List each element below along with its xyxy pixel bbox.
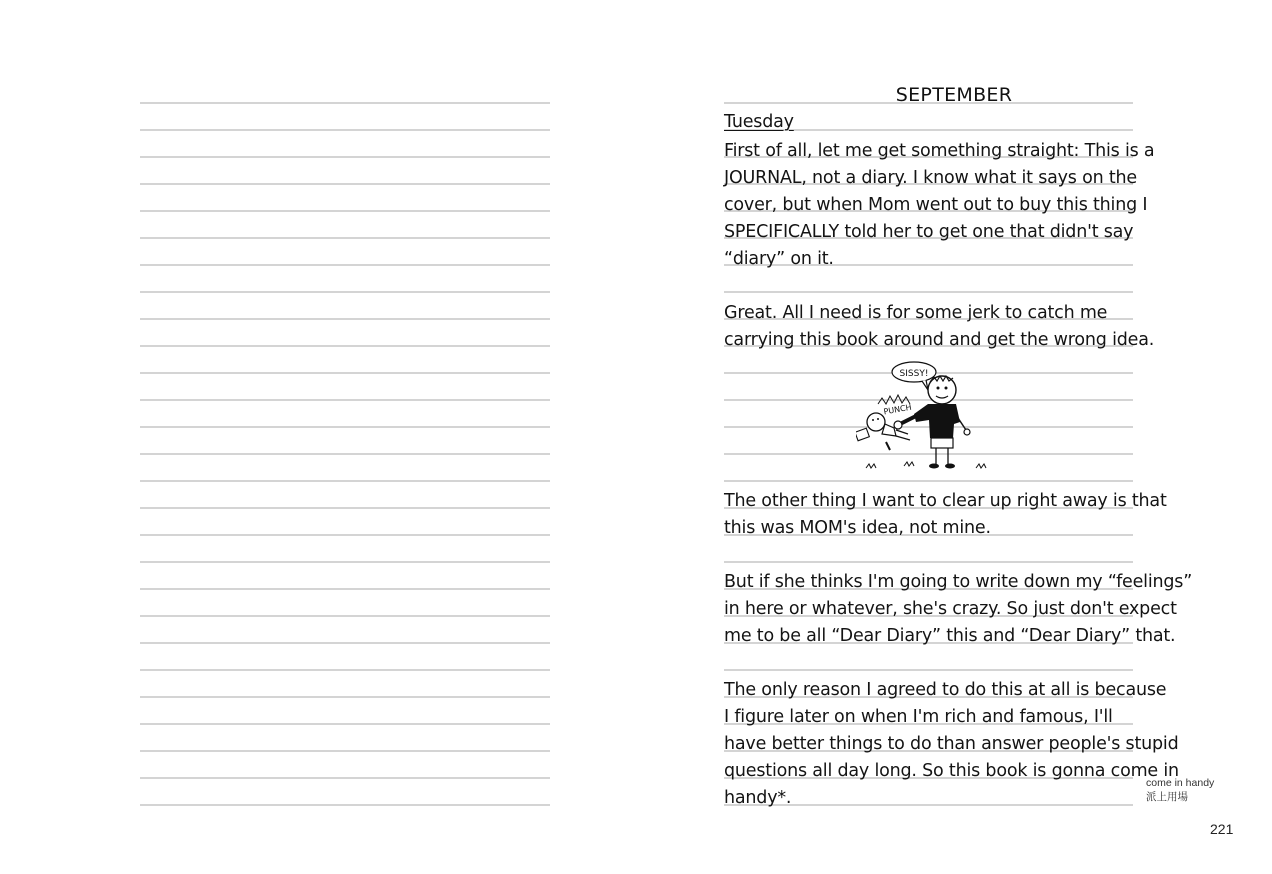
punch-sound-text: PUNCH: [882, 402, 913, 417]
text-line: The other thing I want to clear up right away is that: [724, 491, 1167, 511]
text-line: questions all day long. So this book is gonna come in: [724, 761, 1179, 781]
text-line: handy*.: [724, 788, 792, 808]
gloss-term: come in handy: [1146, 777, 1215, 789]
text-line: have better things to do than answer people's stupid: [724, 734, 1179, 754]
text-line: JOURNAL, not a diary. I know what it says on the: [724, 168, 1137, 188]
page-title: SEPTEMBER: [895, 84, 1013, 106]
text-line: cover, but when Mom went out to buy this thing I: [724, 195, 1148, 215]
page-number: 221: [1210, 821, 1234, 837]
text-line: But if she thinks I'm going to write down my “feelings”: [724, 572, 1193, 592]
day-heading: Tuesday: [724, 112, 794, 132]
text-line: I figure later on when I'm rich and famous, I'll: [724, 707, 1113, 727]
text-line: me to be all “Dear Diary” this and “Dear Diary” that.: [724, 626, 1176, 646]
speech-text: SISSY!: [899, 369, 929, 379]
punch-illustration: [856, 360, 1016, 475]
text-line: SPECIFICALLY told her to get one that didn't say: [724, 222, 1134, 242]
text-line: The only reason I agreed to do this at all is because: [724, 680, 1167, 700]
text-line: Great. All I need is for some jerk to catch me: [724, 303, 1108, 323]
text-line: carrying this book around and get the wrong idea.: [724, 330, 1155, 350]
text-line: First of all, let me get something straight: This is a: [724, 141, 1155, 161]
vocabulary-gloss: [1146, 776, 1214, 804]
text-line: this was MOM's idea, not mine.: [724, 518, 991, 538]
text-line: “diary” on it.: [724, 249, 834, 269]
gloss-translation: 派上用場: [1146, 791, 1188, 803]
text-line: in here or whatever, she's crazy. So just don't expect: [724, 599, 1177, 619]
right-page: [636, 0, 1272, 874]
